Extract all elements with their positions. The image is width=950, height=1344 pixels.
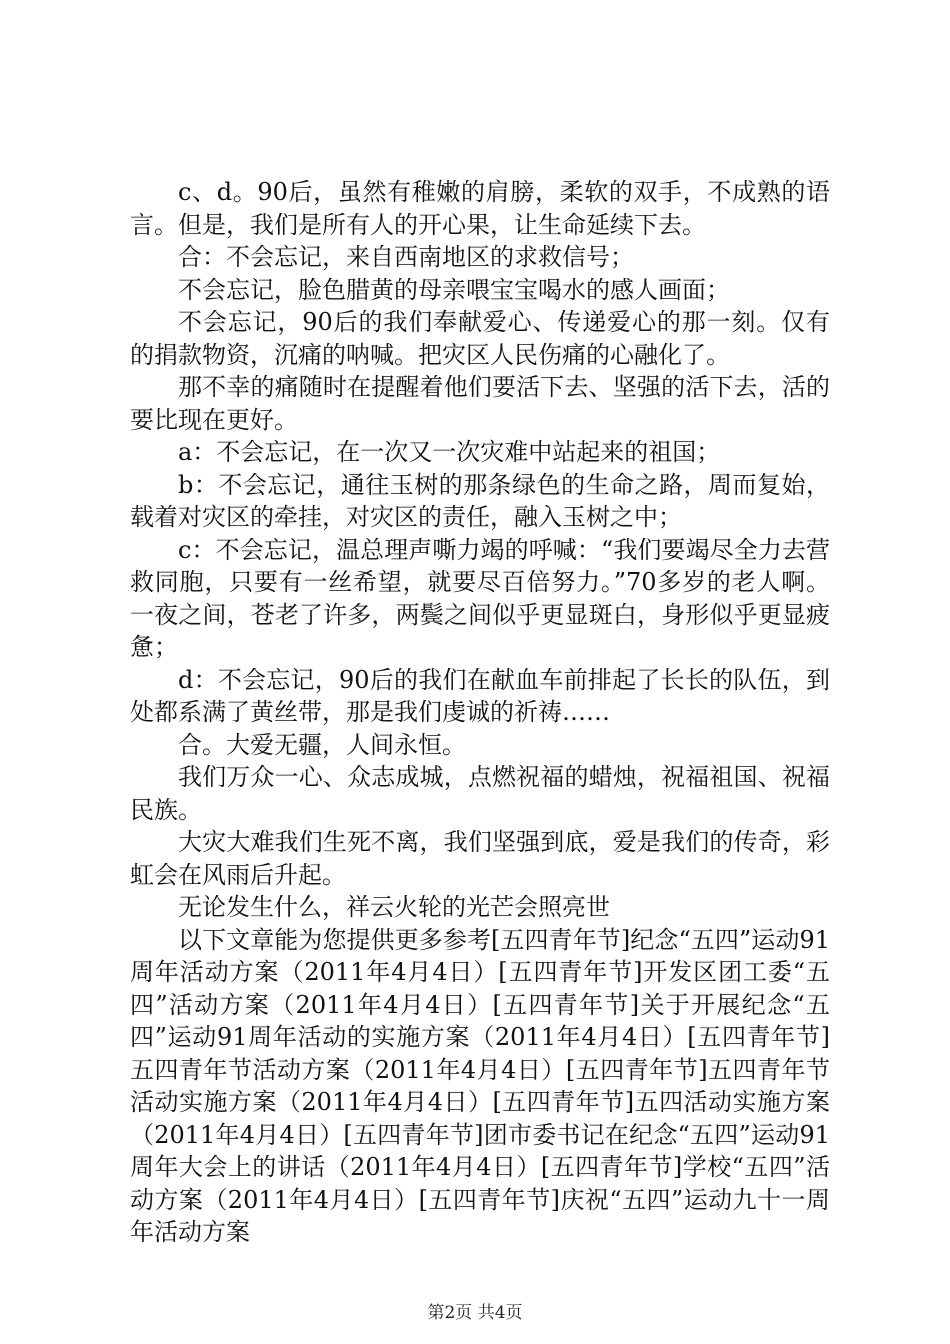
page-number-footer: 第2页 共4页 xyxy=(427,1303,523,1323)
paragraph: 那不幸的痛随时在提醒着他们要活下去、坚强的活下去，活的要比现在更好。 xyxy=(130,373,830,434)
paragraph: 我们万众一心、众志成城，点燃祝福的蜡烛，祝福祖国、祝福民族。 xyxy=(130,763,830,824)
paragraph: 不会忘记，脸色腊黄的母亲喂宝宝喝水的感人画面； xyxy=(178,275,730,304)
paragraph: c：不会忘记，温总理声嘶力竭的呼喊：“我们要竭尽全力去营救同胞，只要有一丝希望，就要尽百倍努力。”70多岁的老人啊。一夜之间，苍老了许多，两鬓之间似乎更显斑白，身形似乎更显疲惫； xyxy=(130,535,830,661)
document-body xyxy=(130,176,830,1249)
paragraph: 不会忘记，90后的我们奉献爱心、传递爱心的那一刻。仅有的捐款物资，沉痛的呐喊。把灾区人民伤痛的心融化了。 xyxy=(130,308,830,369)
paragraph: 无论发生什么，祥云火轮的光芒会照亮世 xyxy=(178,893,610,921)
paragraph: 大灾大难我们生死不离，我们坚强到底，爱是我们的传奇，彩虹会在风雨后升起。 xyxy=(130,828,830,889)
related-articles-paragraph: 以下文章能为您提供更多参考[五四青年节]纪念“五四”运动91周年活动方案（2011年4月4日）[五四青年节]开发区团工委“五四”活动方案（2011年4月4日）[五四青年节]关于开展纪念“五四”运动91周年活动的实施方案（2011年4月4日）[五四青年节]五四青年节活动方案（2011年4月4日）[五四青年节]五四青年节活动实施方案（2011年4月4日）[五四青年节]五四活动实施方案（2011年4月4日）[五四青年节]团市委书记在纪念“五四”运动91周年大会上的讲话（2011年4月4日）[五四青年节]学校“五四”活动方案（2011年4月4日）[五四青年节]庆祝“五四”运动九十一周年活动方案 xyxy=(130,925,830,1246)
paragraph: a：不会忘记，在一次又一次灾难中站起来的祖国； xyxy=(178,438,721,466)
paragraph: c、d。90后，虽然有稚嫩的肩膀，柔软的双手，不成熟的语言。但是，我们是所有人的开心果，让生命延续下去。 xyxy=(130,178,830,239)
paragraph: d：不会忘记，90后的我们在献血车前排起了长长的队伍，到处都系满了黄丝带，那是我们虔诚的祈祷…… xyxy=(130,665,830,726)
paragraph: 合。大爱无疆，人间永恒。 xyxy=(178,730,466,759)
paragraph: b：不会忘记，通往玉树的那条绿色的生命之路，周而复始，载着对灾区的牵挂，对灾区的责任，融入玉树之中； xyxy=(130,470,830,531)
paragraph: 合：不会忘记，来自西南地区的求救信号； xyxy=(178,243,634,271)
